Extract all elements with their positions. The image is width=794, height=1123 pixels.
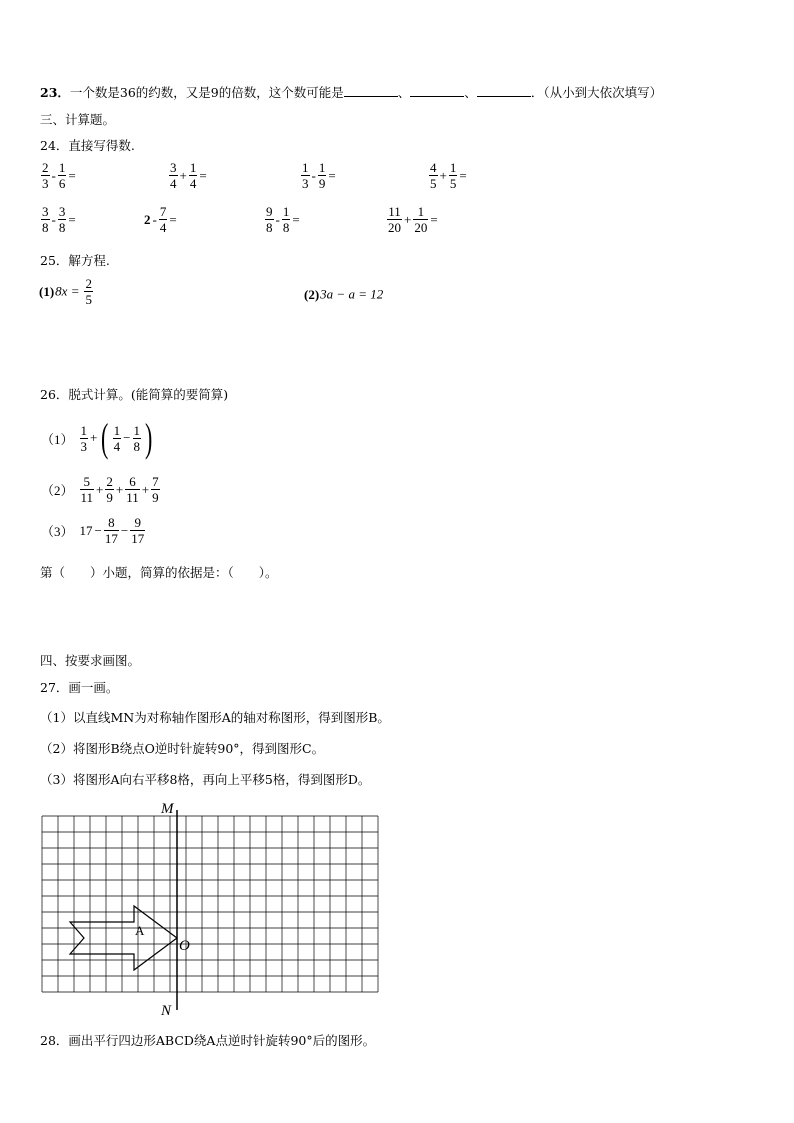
simplification-note: 第（ ）小题，简算的依据是：（ ）。: [40, 565, 278, 580]
equals-sign: =: [430, 211, 438, 227]
section-heading-3: 三、计算题。: [40, 112, 116, 127]
question-24-title: 24．直接写得数.: [40, 138, 135, 153]
label-a: A: [135, 923, 145, 938]
right-paren: ): [145, 415, 153, 460]
separator: 、: [397, 85, 411, 100]
sub-label: (1): [39, 283, 55, 299]
fraction: $\frac{7}{9}$: [152, 474, 159, 505]
equation-1: [38, 276, 94, 307]
question-25-title: 25．解方程.: [40, 253, 110, 268]
fraction: $\frac{1}{4}$: [189, 160, 197, 191]
fraction: $\frac{1}{4}$: [113, 422, 121, 454]
equals-sign: =: [68, 167, 76, 183]
fraction: $\frac{8}{17}$: [104, 515, 118, 546]
fraction: $\frac{3}{8}$: [42, 204, 49, 235]
mental-math-item: [386, 204, 439, 235]
equals-sign: =: [169, 211, 177, 227]
equation-left: 8x =: [55, 283, 80, 299]
fraction: $\frac{1}{8}$: [133, 422, 141, 454]
fraction: $\frac{1}{3}$: [80, 422, 87, 454]
equation-2: [303, 286, 383, 303]
fraction: $\frac{2}{9}$: [106, 474, 113, 505]
fraction: $\frac{1}{5}$: [449, 160, 457, 191]
sub-label: (2): [304, 286, 320, 302]
fraction: $\frac{4}{5}$: [430, 160, 437, 191]
fraction: $\frac{9}{17}$: [131, 515, 145, 546]
equals-sign: =: [292, 211, 300, 227]
fraction: $\frac{1}{9}$: [318, 160, 326, 191]
left-paren: (: [101, 415, 109, 460]
whole-number: 2: [144, 211, 151, 227]
equals-sign: =: [459, 167, 467, 183]
fraction: $\frac{7}{4}$: [159, 204, 167, 235]
question-23: [40, 83, 662, 101]
section-heading-4: 四、按要求画图。: [40, 653, 141, 668]
equals-sign: =: [199, 167, 207, 183]
mental-math-item: [300, 160, 337, 191]
question-tail: ．（从小到大依次填写）: [530, 85, 663, 100]
operator: -: [152, 211, 157, 227]
operator: -: [51, 167, 56, 183]
equals-sign: =: [68, 211, 76, 227]
answer-blank-1[interactable]: [344, 84, 398, 97]
fraction: $\frac{2}{3}$: [42, 160, 49, 191]
fraction: $\frac{3}{4}$: [170, 160, 177, 191]
instruction-1: （1）以直线MN为对称轴作图形A的轴对称图形，得到图形B。: [40, 710, 390, 725]
mental-math-item: [40, 204, 77, 235]
instruction-3: （3）将图形A向右平移8格，再向上平移5格，得到图形D。: [40, 772, 371, 787]
mental-math-item: [428, 160, 468, 191]
fraction: $\frac{1}{20}$: [414, 204, 428, 235]
fraction: $\frac{1}{8}$: [282, 204, 290, 235]
fraction: $\frac{11}{20}$: [388, 204, 401, 235]
answer-blank-3[interactable]: [477, 84, 531, 97]
fraction: $\frac{1}{3}$: [302, 160, 309, 191]
label-o: O: [179, 938, 190, 954]
grid-lines: [42, 816, 378, 992]
calc-3: （3） 17 − $\frac{8}{17}$ − $\frac{9}{17}$: [41, 515, 145, 546]
answer-blank-2[interactable]: [410, 84, 464, 97]
drawing-grid[interactable]: [40, 800, 380, 1023]
question-26-title: 26．脱式计算。(能简算的要简算): [40, 387, 229, 402]
fraction: $\frac{5}{11}$: [80, 474, 94, 505]
sub-label: （1）: [41, 431, 74, 447]
label-n: N: [161, 1003, 172, 1019]
fraction: $\frac{1}{6}$: [58, 160, 66, 191]
operator: +: [404, 211, 412, 227]
equation-text: 3a − a = 12: [320, 286, 384, 302]
mental-math-item: [40, 160, 77, 191]
fraction: $\frac{6}{11}$: [126, 474, 139, 505]
question-text: 一个数是36的约数，又是9的倍数，这个数可能是: [69, 85, 344, 100]
calc-2: （2） $\frac{5}{11}$ + $\frac{2}{9}$ + $\frac{6}{11}$ + $\frac{7}{9}$: [41, 474, 159, 505]
question-number: 23．: [40, 85, 70, 100]
equals-sign: =: [328, 167, 336, 183]
operator: -: [51, 211, 56, 227]
mental-math-item: [143, 204, 178, 235]
fraction: $\frac{3}{8}$: [58, 204, 66, 235]
instruction-2: （2）将图形B绕点O逆时针旋转90°，得到图形C。: [40, 741, 325, 756]
sub-label: （3）: [41, 524, 74, 539]
operator: +: [179, 167, 187, 183]
separator: 、: [464, 85, 477, 100]
calc-1: （1） $\frac{1}{3}$ +( $\frac{1}{4}$ − $\frac{1}{8}$ ): [41, 415, 153, 460]
sub-label: （2）: [41, 483, 74, 498]
label-m: M: [161, 801, 174, 817]
fraction: $\frac{9}{8}$: [266, 204, 273, 235]
mental-math-item: [168, 160, 208, 191]
operator: -: [311, 167, 316, 183]
question-28: 28．画出平行四边形ABCD绕A点逆时针旋转90°后的图形。: [40, 1033, 376, 1048]
shape-a: [70, 906, 177, 970]
question-27-title: 27．画一画。: [40, 680, 119, 695]
operator: +: [439, 167, 447, 183]
fraction: $\frac{2}{5}$: [85, 276, 92, 307]
operator: -: [275, 211, 280, 227]
mental-math-item: [264, 204, 301, 235]
